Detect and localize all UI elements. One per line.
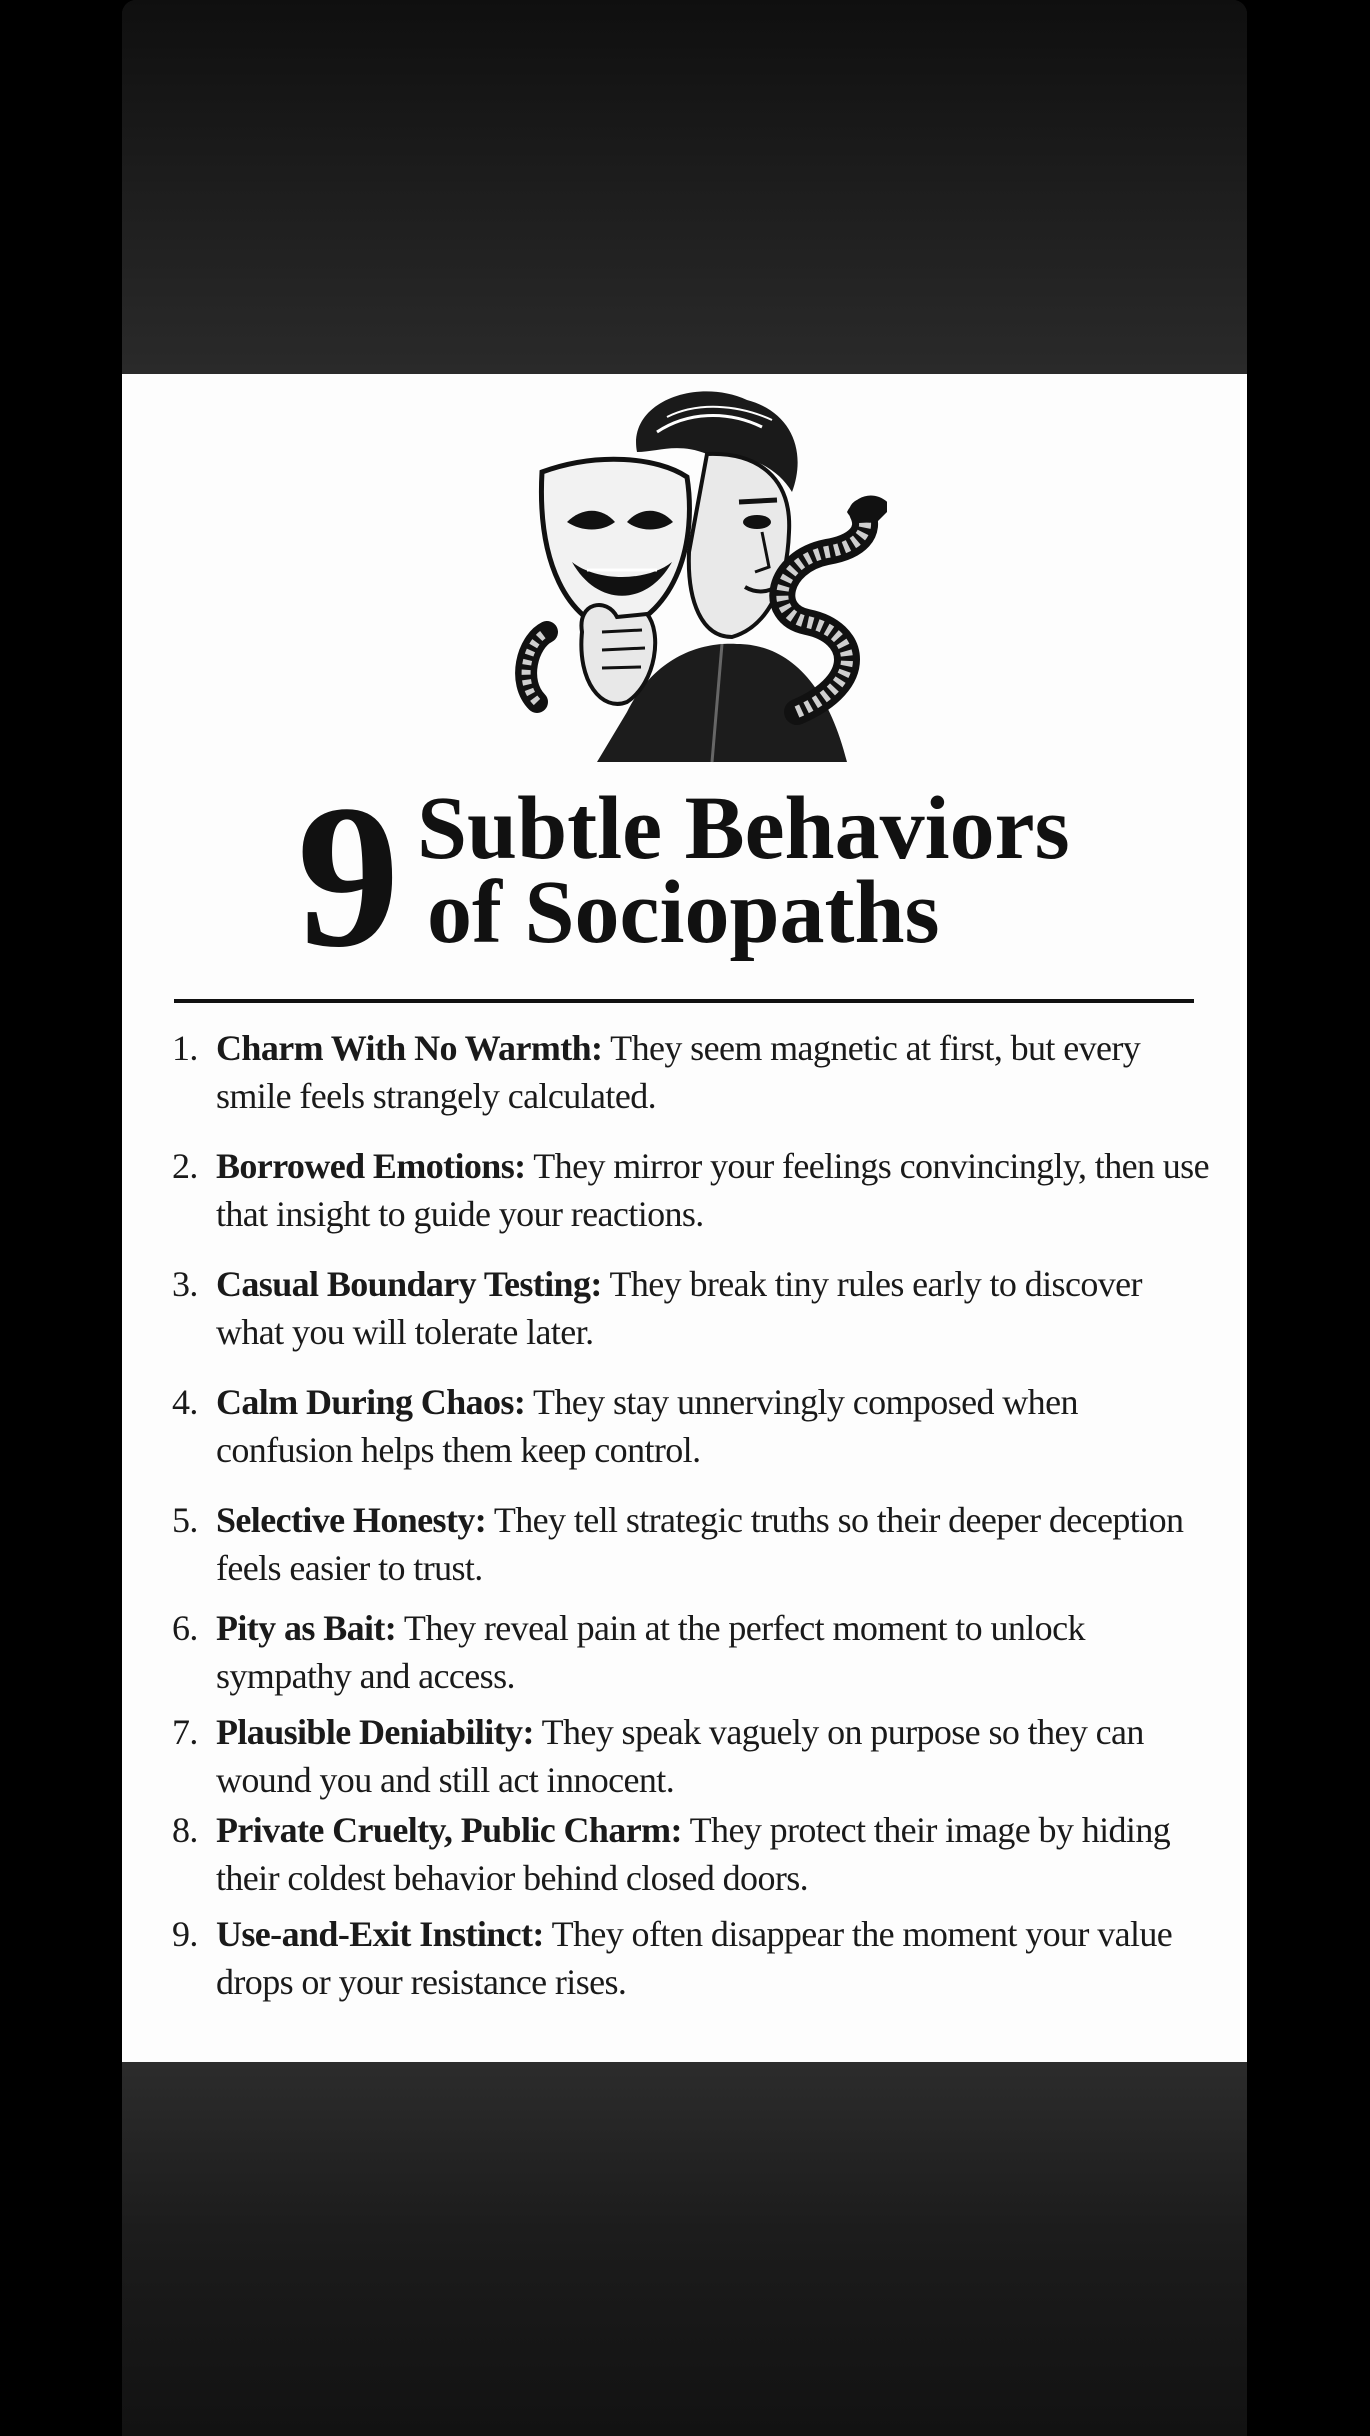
- item-heading: Selective Honesty:: [216, 1500, 487, 1540]
- item-text: They stay unnervingly composed when confusion helps them keep control.: [216, 1382, 1078, 1470]
- list-item: [172, 1024, 1212, 1120]
- list-item: [172, 1708, 1212, 1804]
- top-dark-band: [122, 0, 1247, 374]
- item-text: They break tiny rules early to discover what you will tolerate later.: [216, 1264, 1142, 1352]
- item-text: They tell strategic truths so their deeper deception feels easier to trust.: [216, 1500, 1184, 1588]
- title-number: 9: [297, 763, 396, 990]
- item-heading: Use-and-Exit Instinct:: [216, 1914, 544, 1954]
- item-number: 5.: [172, 1500, 198, 1540]
- infographic-card: [122, 374, 1247, 2062]
- item-heading: Plausible Deniability:: [216, 1712, 534, 1752]
- title-divider: [174, 999, 1194, 1003]
- title-line-2: of Sociopaths: [427, 863, 940, 962]
- item-heading: Charm With No Warmth:: [216, 1028, 603, 1068]
- item-heading: Calm During Chaos:: [216, 1382, 526, 1422]
- item-number: 4.: [172, 1382, 198, 1422]
- item-heading: Pity as Bait:: [216, 1608, 397, 1648]
- list-item: [172, 1378, 1212, 1474]
- bottom-dark-band: [122, 2062, 1247, 2436]
- page-title: [122, 763, 1247, 990]
- mask-snake-illustration-icon: [507, 382, 887, 782]
- item-text: They seem magnetic at first, but every smile feels strangely calculated.: [216, 1028, 1141, 1116]
- item-heading: Borrowed Emotions:: [216, 1146, 526, 1186]
- item-text: They mirror your feelings convincingly, then use that insight to guide your reactions.: [216, 1146, 1209, 1234]
- item-number: 6.: [172, 1608, 198, 1648]
- item-number: 8.: [172, 1810, 198, 1850]
- item-text: They speak vaguely on purpose so they can wound you and still act innocent.: [216, 1712, 1144, 1800]
- item-number: 3.: [172, 1264, 198, 1304]
- item-number: 1.: [172, 1028, 198, 1068]
- item-text: They protect their image by hiding their coldest behavior behind closed doors.: [216, 1810, 1171, 1898]
- item-text: They reveal pain at the perfect moment to unlock sympathy and access.: [216, 1608, 1085, 1696]
- item-heading: Casual Boundary Testing:: [216, 1264, 602, 1304]
- item-number: 9.: [172, 1914, 198, 1954]
- list-item: [172, 1806, 1212, 1902]
- list-item: [172, 1496, 1212, 1592]
- image-frame: [122, 0, 1247, 2436]
- item-number: 7.: [172, 1712, 198, 1752]
- list-item: [172, 1260, 1212, 1356]
- item-text: They often disappear the moment your value drops or your resistance rises.: [216, 1914, 1173, 2002]
- item-number: 2.: [172, 1146, 198, 1186]
- list-item: [172, 1604, 1212, 1700]
- list-item: [172, 1910, 1212, 2006]
- item-heading: Private Cruelty, Public Charm:: [216, 1810, 682, 1850]
- title-line-1: Subtle Behaviors: [417, 779, 1070, 878]
- behaviors-list: [172, 1024, 1212, 2006]
- list-item: [172, 1142, 1212, 1238]
